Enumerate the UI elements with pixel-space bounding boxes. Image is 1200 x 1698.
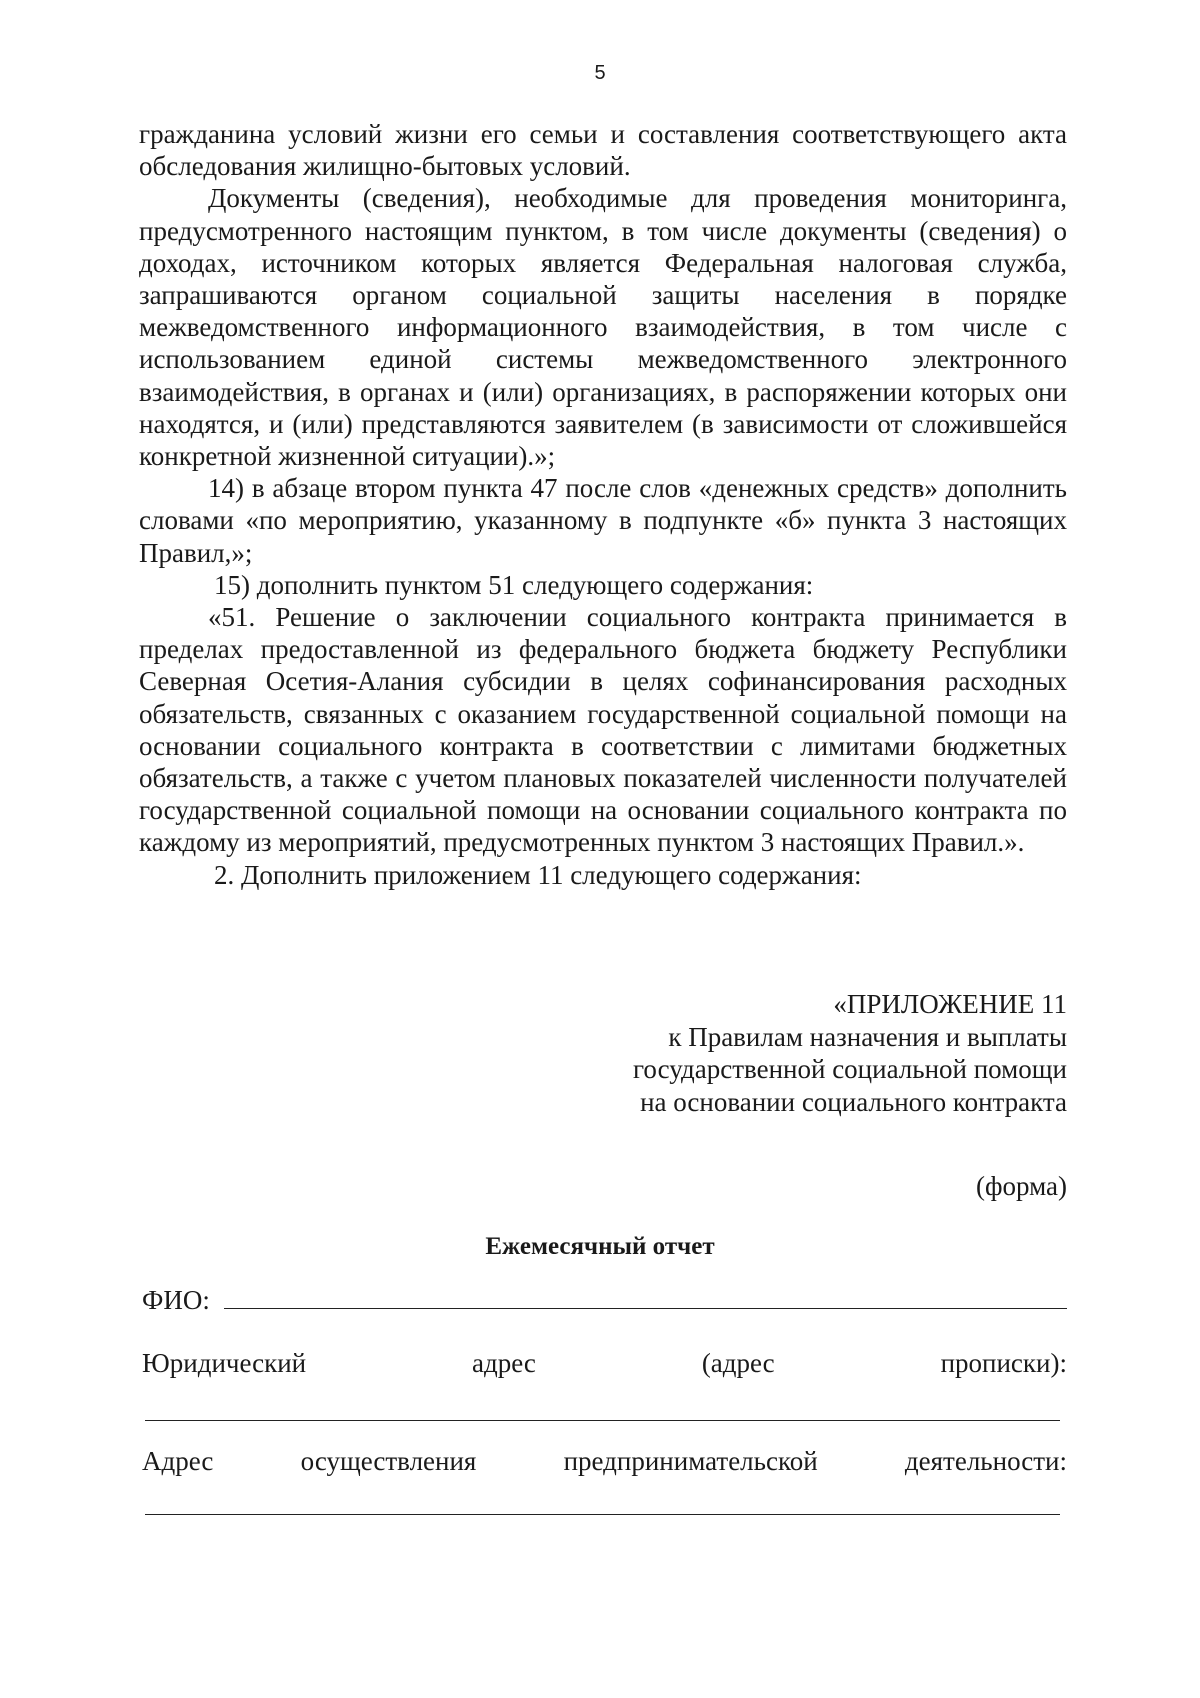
business-address-row <box>142 1446 1067 1477</box>
paragraph-2: Документы (сведения), необходимые для проведения мониторинга, предусмотренного настоящим пунктом, в том числе документы (сведения) о доходах, источником которых является Федеральная налоговая служба, запрашиваются органом социальной защиты населения в порядке межведомственного информационного взаимодействия, в том числе с использованием единой системы межведомственного электронного взаимодействия, в органах и (или) организациях, в распоряжении которых они находятся, и (или) представляются заявителем (в зависимости от сложившейся конкретной жизненной ситуации).»; <box>139 183 1067 472</box>
fio-label: ФИО: <box>142 1285 210 1315</box>
annex-line-4: на основании социального контракта <box>640 1086 1067 1117</box>
report-title: Ежемесячный отчет <box>485 1233 715 1260</box>
business-address-word-2: осуществления <box>300 1446 477 1476</box>
legal-address-word-4: прописки): <box>940 1348 1067 1378</box>
annex-line-2: к Правилам назначения и выплаты <box>668 1021 1067 1052</box>
paragraph-4: 15) дополнить пунктом 51 следующего содержания: <box>214 569 814 600</box>
business-address-field-line[interactable] <box>145 1514 1060 1515</box>
legal-address-word-2: адрес <box>472 1348 536 1378</box>
legal-address-row <box>142 1348 1067 1379</box>
legal-address-word-1: Юридический <box>142 1348 307 1378</box>
page-number: 5 <box>594 62 606 84</box>
form-label: (форма) <box>976 1171 1067 1201</box>
fio-field-line[interactable] <box>224 1282 1067 1309</box>
annex-title: «ПРИЛОЖЕНИЕ 11 <box>833 989 1067 1019</box>
business-address-word-4: деятельности: <box>904 1446 1067 1476</box>
business-address-word-3: предпринимательской <box>563 1446 818 1476</box>
body-text <box>139 118 1067 891</box>
annex-line-3: государственной социальной помощи <box>633 1054 1067 1084</box>
fio-row <box>142 1282 1067 1316</box>
paragraph-3: 14) в абзаце втором пункта 47 после слов «денежных средств» дополнить словами «по мероприятию, указанному в подпункте «б» пункта 3 настоящих Правил,»; <box>139 473 1067 568</box>
paragraph-6: 2. Дополнить приложением 11 следующего содержания: <box>214 859 862 890</box>
paragraph-5: «51. Решение о заключении социального контракта принимается в пределах предоставленной из федерального бюджета бюджету Республики Северная Осетия-Алания субсидии в целях софинансирования расходных обязательств, связанных с оказанием государственной социальной помощи на основании социального контракта в соответствии с лимитами бюджетных обязательств, а также с учетом плановых показателей численности получателей государственной социальной помощи на основании социального контракта по каждому из мероприятий, предусмотренных пунктом 3 настоящих Правил.». <box>139 602 1067 858</box>
legal-address-word-3: (адрес <box>701 1348 775 1378</box>
legal-address-field-line[interactable] <box>145 1420 1060 1421</box>
paragraph-1: гражданина условий жизни его семьи и составления соответствующего акта обследования жилищно-бытовых условий. <box>139 119 1067 182</box>
annex-header <box>633 988 1067 1118</box>
business-address-word-1: Адрес <box>142 1446 214 1476</box>
